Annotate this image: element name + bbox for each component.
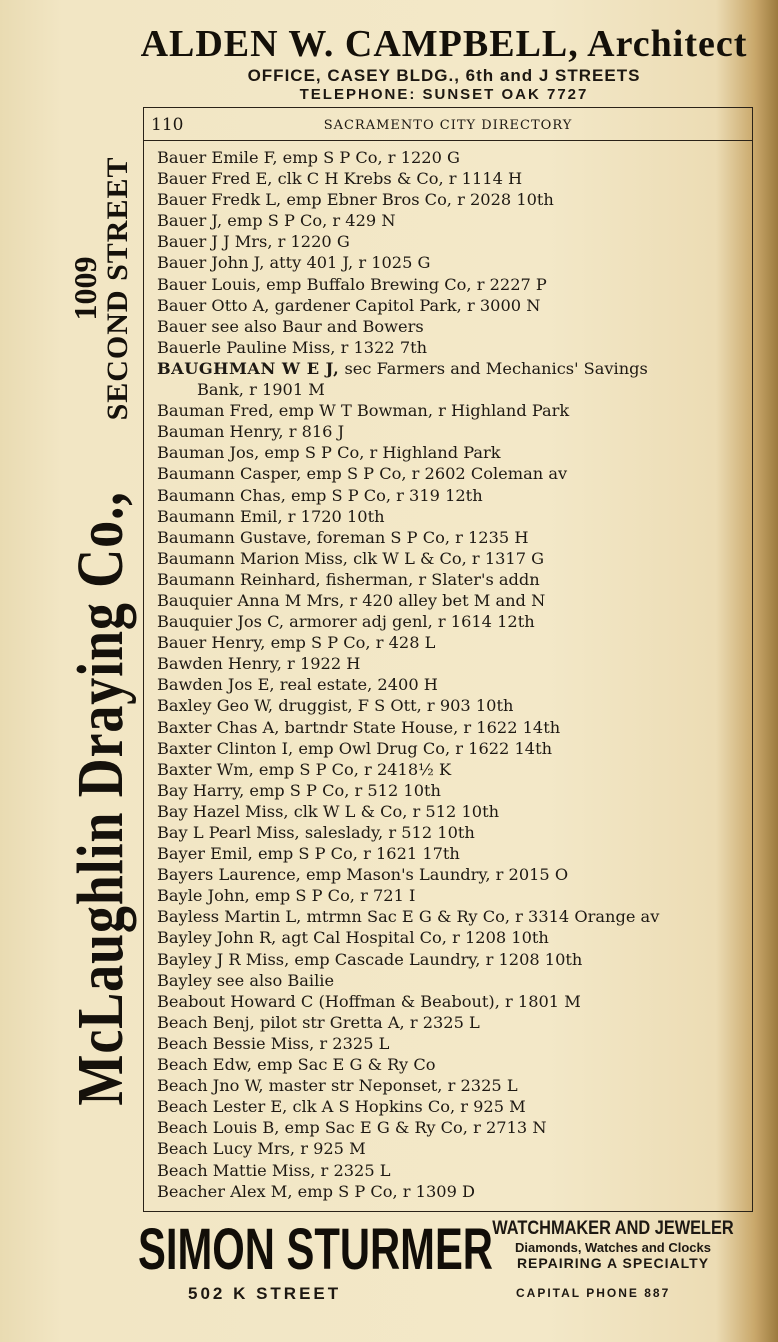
list-item: Baumann Gustave, foreman S P Co, r 1235 H bbox=[157, 527, 529, 547]
list-item: Bay L Pearl Miss, saleslady, r 512 10th bbox=[157, 823, 475, 842]
list-item: Bauer Fred E, clk C H Krebs & Co, r 1114 H bbox=[157, 169, 523, 189]
list-item: Baumann Chas, emp S P Co, r 319 12th bbox=[157, 485, 483, 505]
jeweler-advertisement bbox=[138, 1216, 768, 1326]
jeweler-repairing: REPAIRING A SPECIALTY bbox=[516, 1255, 710, 1271]
list-item: Baumann Marion Miss, clk W L & Co, r 1317 G bbox=[157, 548, 545, 568]
list-item: Bauer Emile F, emp S P Co, r 1220 G bbox=[157, 148, 460, 167]
list-item: Baxter Wm, emp S P Co, r 2418½ K bbox=[157, 759, 452, 779]
list-item: Beach Jno W, master str Neponset, r 2325 L bbox=[157, 1076, 518, 1096]
draying-company-name: McLaughlin Draying Co., bbox=[64, 491, 137, 1107]
draying-street-name: SECOND STREET bbox=[101, 156, 134, 421]
list-item: Bauer see also Baur and Bowers bbox=[157, 316, 424, 336]
jeweler-goods: Diamonds, Watches and Clocks bbox=[514, 1240, 711, 1255]
list-item: Bauer Otto A, gardener Capitol Park, r 3000 N bbox=[157, 295, 541, 315]
list-item: Bay Harry, emp S P Co, r 512 10th bbox=[157, 780, 441, 800]
list-item: Bayley J R Miss, emp Cascade Laundry, r 1208 10th bbox=[157, 949, 583, 969]
list-item: Baxter Clinton I, emp Owl Drug Co, r 1622 14th bbox=[157, 738, 553, 758]
list-item: Bayley John R, agt Cal Hospital Co, r 1208 10th bbox=[157, 928, 549, 948]
list-item: Bay Hazel Miss, clk W L & Co, r 512 10th bbox=[157, 801, 500, 821]
draying-street-number: 1009 bbox=[67, 256, 103, 321]
page-header bbox=[144, 108, 752, 141]
list-item: Bayle John, emp S P Co, r 721 I bbox=[157, 886, 416, 906]
list-item: Bayers Laurence, emp Mason's Laundry, r 2015 O bbox=[157, 865, 569, 885]
directory-entries bbox=[157, 147, 777, 1202]
list-item: Beabout Howard C (Hoffman & Beabout), r 1801 M bbox=[157, 991, 581, 1011]
list-item: Beach Benj, pilot str Gretta A, r 2325 L bbox=[157, 1012, 480, 1032]
page-number: 110 bbox=[151, 115, 184, 135]
list-item: Bauer Louis, emp Buffalo Brewing Co, r 2227 P bbox=[157, 274, 547, 294]
list-item: Bawden Jos E, real estate, 2400 H bbox=[157, 675, 438, 695]
list-item: Beach Edw, emp Sac E G & Ry Co bbox=[157, 1055, 436, 1075]
list-item: Bauer Henry, emp S P Co, r 428 L bbox=[157, 633, 436, 653]
list-item: Bauer Fredk L, emp Ebner Bros Co, r 2028 10th bbox=[157, 190, 554, 210]
list-item: Bauquier Jos C, armorer adj genl, r 1614 12th bbox=[157, 612, 535, 632]
jeweler-trade-title: WATCHMAKER AND JEWELER bbox=[492, 1218, 734, 1239]
list-item: Beach Louis B, emp Sac E G & Ry Co, r 2713 N bbox=[157, 1118, 547, 1138]
list-item: Bauman Jos, emp S P Co, r Highland Park bbox=[157, 443, 501, 463]
list-item: Beacher Alex M, emp S P Co, r 1309 D bbox=[157, 1181, 476, 1201]
list-item: Beach Bessie Miss, r 2325 L bbox=[157, 1033, 390, 1053]
list-item: Bauman Henry, r 816 J bbox=[157, 422, 345, 442]
list-item: Bauquier Anna M Mrs, r 420 alley bet M and N bbox=[157, 590, 546, 610]
list-item: Beach Lucy Mrs, r 925 M bbox=[157, 1139, 366, 1159]
list-item: Bauman Fred, emp W T Bowman, r Highland Park bbox=[157, 401, 570, 421]
directory-frame bbox=[143, 107, 753, 1212]
draying-address bbox=[68, 157, 134, 421]
list-item: Bayer Emil, emp S P Co, r 1621 17th bbox=[157, 844, 460, 864]
list-item: Baumann Emil, r 1720 10th bbox=[157, 506, 385, 526]
list-item: Baumann Reinhard, fisherman, r Slater's addn bbox=[157, 569, 540, 589]
list-item: Baumann Casper, emp S P Co, r 2602 Coleman av bbox=[157, 464, 568, 484]
list-item: Bauerle Pauline Miss, r 1322 7th bbox=[157, 337, 428, 357]
list-item: Baxley Geo W, druggist, F S Ott, r 903 10th bbox=[157, 696, 514, 716]
list-item: Bauer J, emp S P Co, r 429 N bbox=[157, 211, 396, 231]
list-item: Beach Lester E, clk A S Hopkins Co, r 925 M bbox=[157, 1097, 526, 1117]
list-item: Bawden Henry, r 1922 H bbox=[157, 654, 361, 674]
draying-advertisement bbox=[66, 115, 136, 1215]
list-item-continuation: Bank, r 1901 M bbox=[197, 380, 325, 400]
bold-entry-rest: sec Farmers and Mechanics' Savings bbox=[339, 358, 648, 378]
list-item: Bayley see also Bailie bbox=[157, 970, 335, 990]
architect-name: ALDEN W. CAMPBELL, Architect bbox=[140, 23, 748, 65]
page-title: SACRAMENTO CITY DIRECTORY bbox=[323, 118, 573, 133]
list-item: Bauer J J Mrs, r 1220 G bbox=[157, 232, 350, 252]
architect-telephone: TELEPHONE: SUNSET OAK 7727 bbox=[299, 86, 589, 103]
jeweler-address: 502 K STREET bbox=[188, 1284, 342, 1303]
architect-office: OFFICE, CASEY BLDG., 6th and J STREETS bbox=[247, 66, 641, 85]
list-item: Bauer John J, atty 401 J, r 1025 G bbox=[157, 253, 431, 273]
jeweler-phone: CAPITAL PHONE 887 bbox=[516, 1286, 671, 1300]
bold-list-item bbox=[157, 358, 777, 379]
list-item: Bayless Martin L, mtrmn Sac E G & Ry Co, r 3314 Orange av bbox=[157, 907, 660, 927]
bold-entry-name: BAUGHMAN W E J, bbox=[157, 358, 340, 378]
jeweler-name: SIMON STURMER bbox=[138, 1217, 493, 1282]
list-item: Baxter Chas A, bartndr State House, r 1622 14th bbox=[157, 717, 561, 737]
jeweler-trade bbox=[460, 1218, 766, 1271]
list-item: Beach Mattie Miss, r 2325 L bbox=[157, 1160, 391, 1180]
architect-advertisement bbox=[110, 22, 778, 104]
